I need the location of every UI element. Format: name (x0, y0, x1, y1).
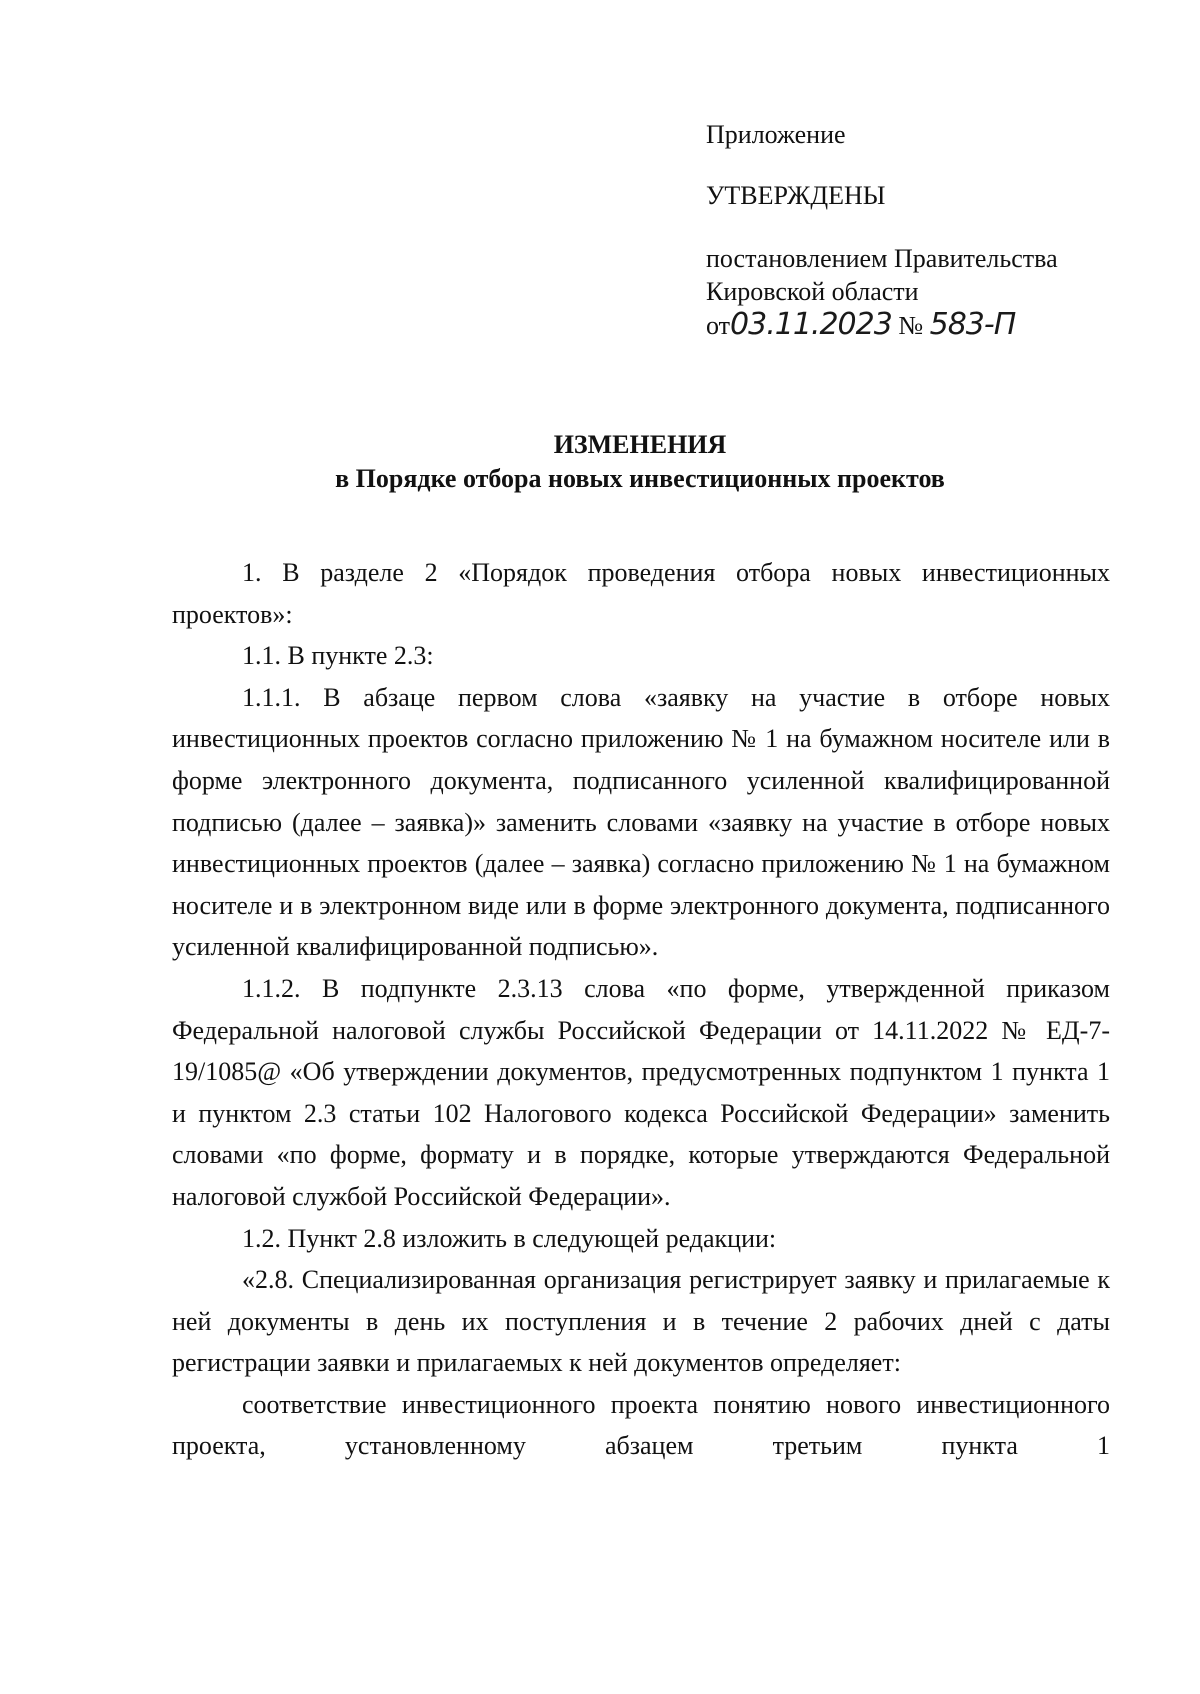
date-prefix: от (706, 311, 731, 340)
decree-date-number (706, 308, 1058, 342)
title-line-2: в Порядке отбора новых инвестиционных проектов (335, 464, 945, 493)
paragraph-1-1: 1.1. В пункте 2.3: (242, 641, 434, 671)
title-line-1: ИЗМЕНЕНИЯ (553, 430, 727, 459)
paragraph-continuation: соответствие инвестиционного проекта понятию нового инвестиционного проекта, установленному абзацем третьим пункта 1 (172, 1389, 1110, 1461)
approval-block (706, 118, 1058, 342)
paragraph-2-8: «2.8. Специализированная организация регистрирует заявку и прилагаемые к ней документы в день их поступления и в течение 2 рабочих дней с даты регистрации заявки и прилагаемых к ней документов определяет: (172, 1265, 1110, 1378)
decree-line-1: постановлением Правительства (706, 244, 1058, 273)
paragraph-1: 1. В разделе 2 «Порядок проведения отбора новых инвестиционных проектов»: (172, 558, 1110, 629)
approved-label: УТВЕРЖДЕНЫ (706, 181, 886, 210)
decree-line-2: Кировской области (706, 277, 919, 306)
handwritten-number: 583-П (929, 307, 1016, 342)
number-prefix: № (898, 311, 924, 340)
handwritten-date: 03.11.2023 (730, 307, 892, 342)
document-title (0, 428, 1200, 496)
paragraph-1-1-2: 1.1.2. В подпункте 2.3.13 слова «по форме, утвержденной приказом Федеральной налоговой службы Российской Федерации от 14.11.2022 № ЕД-7-19/1085@ «Об утверждении документов, предусмотренных подпунктом 1 пункта 1 и пунктом 2.3 статьи 102 Налогового кодекса Российской Федерации» заменить словами «по форме, формату и в порядке, которые утверждаются Федеральной налоговой службой Российской Федерации». (172, 973, 1110, 1211)
appendix-label: Приложение (706, 120, 846, 149)
paragraph-1-1-1: 1.1.1. В абзаце первом слова «заявку на участие в отборе новых инвестиционных проектов согласно приложению № 1 на бумажном носителе или в форме электронного документа, подписанного усиленной квалифицированной подписью (далее – заявка)» заменить словами «заявку на участие в отборе новых инвестиционных проектов (далее – заявка) согласно приложению № 1 на бумажном носителе и в электронном виде или в форме электронного документа, подписанного усиленной квалифицированной подписью». (172, 682, 1110, 962)
document-body (172, 552, 1110, 1467)
paragraph-1-2: 1.2. Пункт 2.8 изложить в следующей редакции: (242, 1223, 777, 1253)
